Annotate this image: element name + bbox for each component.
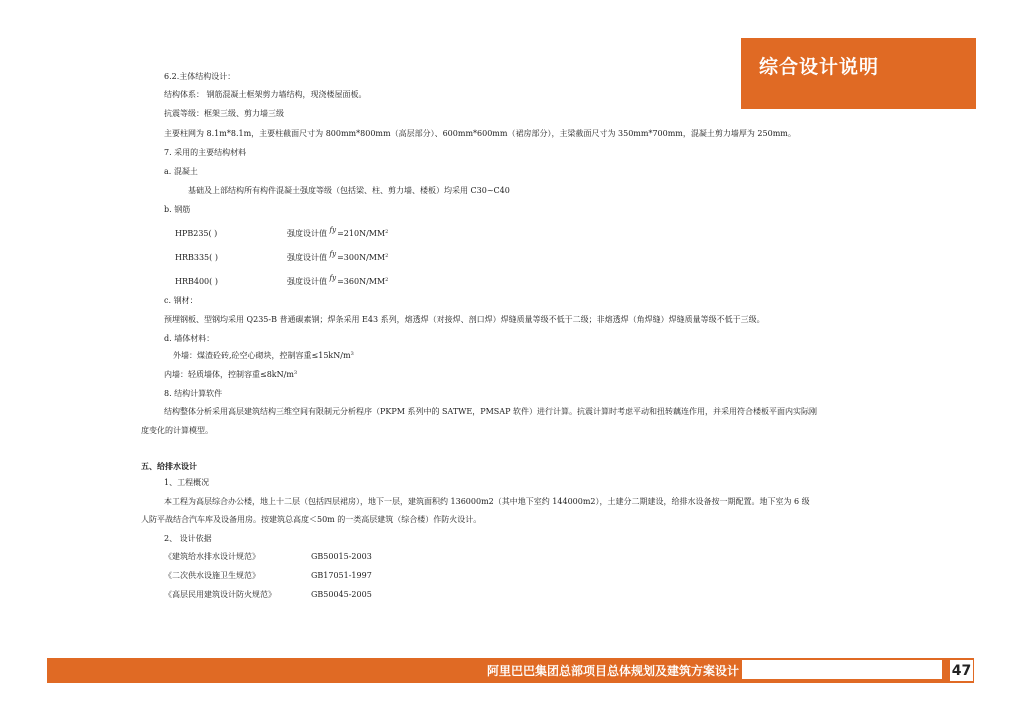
steel-spec: 强度设计值 $fy=300N/MM^2$: [287, 250, 389, 262]
text-line: 抗震等级：框架三级、剪力墙三级: [164, 109, 284, 118]
steel-grade: HRB400( ): [175, 277, 218, 286]
text-line: c. 钢材：: [164, 296, 198, 305]
steel-spec: 强度设计值 $fy=210N/MM^2$: [287, 226, 389, 238]
text-line: d. 墙体材料：: [164, 334, 215, 343]
steel-spec: 强度设计值 $fy=360N/MM^2$: [287, 274, 389, 286]
text-line: 度变化的计算模型。: [141, 426, 213, 435]
text-line: 预埋钢板、型钢均采用 Q235-B 普通碳素钢；焊条采用 E43 系列，熔透焊（对接焊、剖口焊）焊缝质量等级不低于二级；非熔透焊（角焊缝）焊缝质量等级不低于三级。: [164, 315, 765, 324]
text-line: 1、工程概况: [164, 478, 210, 487]
text-line: a. 混凝土: [164, 167, 198, 176]
footer-blank-field: [742, 660, 942, 679]
code-name: 《二次供水设施卫生规范》: [164, 571, 260, 580]
code-name: 《高层民用建筑设计防火规范》: [164, 590, 276, 599]
text-line: 本工程为高层综合办公楼，地上十二层（包括四层裙房），地下一层，建筑面积约 136000m2（其中地下室约 144000m2），土建分二期建设，给排水设备按一期配置。地下室为 6 级: [164, 497, 810, 506]
page-title: 综合设计说明: [759, 56, 880, 78]
code-number: GB17051-1997: [311, 571, 372, 580]
text-line: 主要柱网为 8.1m*8.1m，主要柱截面尺寸为 800mm*800mm（高层部分）、600mm*600mm（裙房部分），主梁截面尺寸为 350mm*700mm，混凝土剪力墙厚为 250mm。: [164, 129, 796, 138]
text-line: 人防平战结合汽车库及设备用房。按建筑总高度＜50m 的一类高层建筑（综合楼）作防火设计。: [141, 515, 482, 524]
text-line: 外墙：煤渣砼砖,砼空心砌块，控制容重$\le 15kN/m^3$: [173, 351, 354, 360]
text-line: 6.2.主体结构设计：: [164, 72, 236, 81]
text-line: 2、 设计依据: [164, 534, 212, 543]
text-line: 7. 采用的主要结构材料: [164, 148, 247, 157]
code-number: GB50045-2005: [311, 590, 372, 599]
footer-bar: [47, 658, 974, 683]
code-name: 《建筑给水排水设计规范》: [164, 552, 260, 561]
text-line: 8. 结构计算软件: [164, 389, 223, 398]
section-heading: 五、给排水设计: [141, 461, 197, 471]
code-number: GB50015-2003: [311, 552, 372, 561]
text-line: 基础及上部结构所有构件混凝土强度等级（包括梁、柱、剪力墙、楼板）均采用 C30~C40: [188, 186, 510, 195]
page-number: 47: [951, 663, 972, 679]
page-number-box: [949, 659, 974, 682]
footer-project-title: 阿里巴巴集团总部项目总体规划及建筑方案设计: [487, 664, 740, 678]
text-line: 内墙：轻质墙体，控制容重$\le 8kN/m^3$: [164, 370, 298, 379]
text-line: 结构整体分析采用高层建筑结构三维空间有限制元分析程序（PKPM 系列中的 SATWE，PMSAP 软件）进行计算。抗震计算时考虑平动和扭转藕连作用，并采用符合楼板平面内实际刚: [164, 407, 817, 416]
text-line: 结构体系： 钢筋混凝土框架剪力墙结构，现浇楼屋面板。: [164, 90, 367, 99]
steel-grade: HPB235( ): [175, 229, 218, 238]
steel-grade: HRB335( ): [175, 253, 218, 262]
text-line: b. 钢筋: [164, 205, 191, 214]
